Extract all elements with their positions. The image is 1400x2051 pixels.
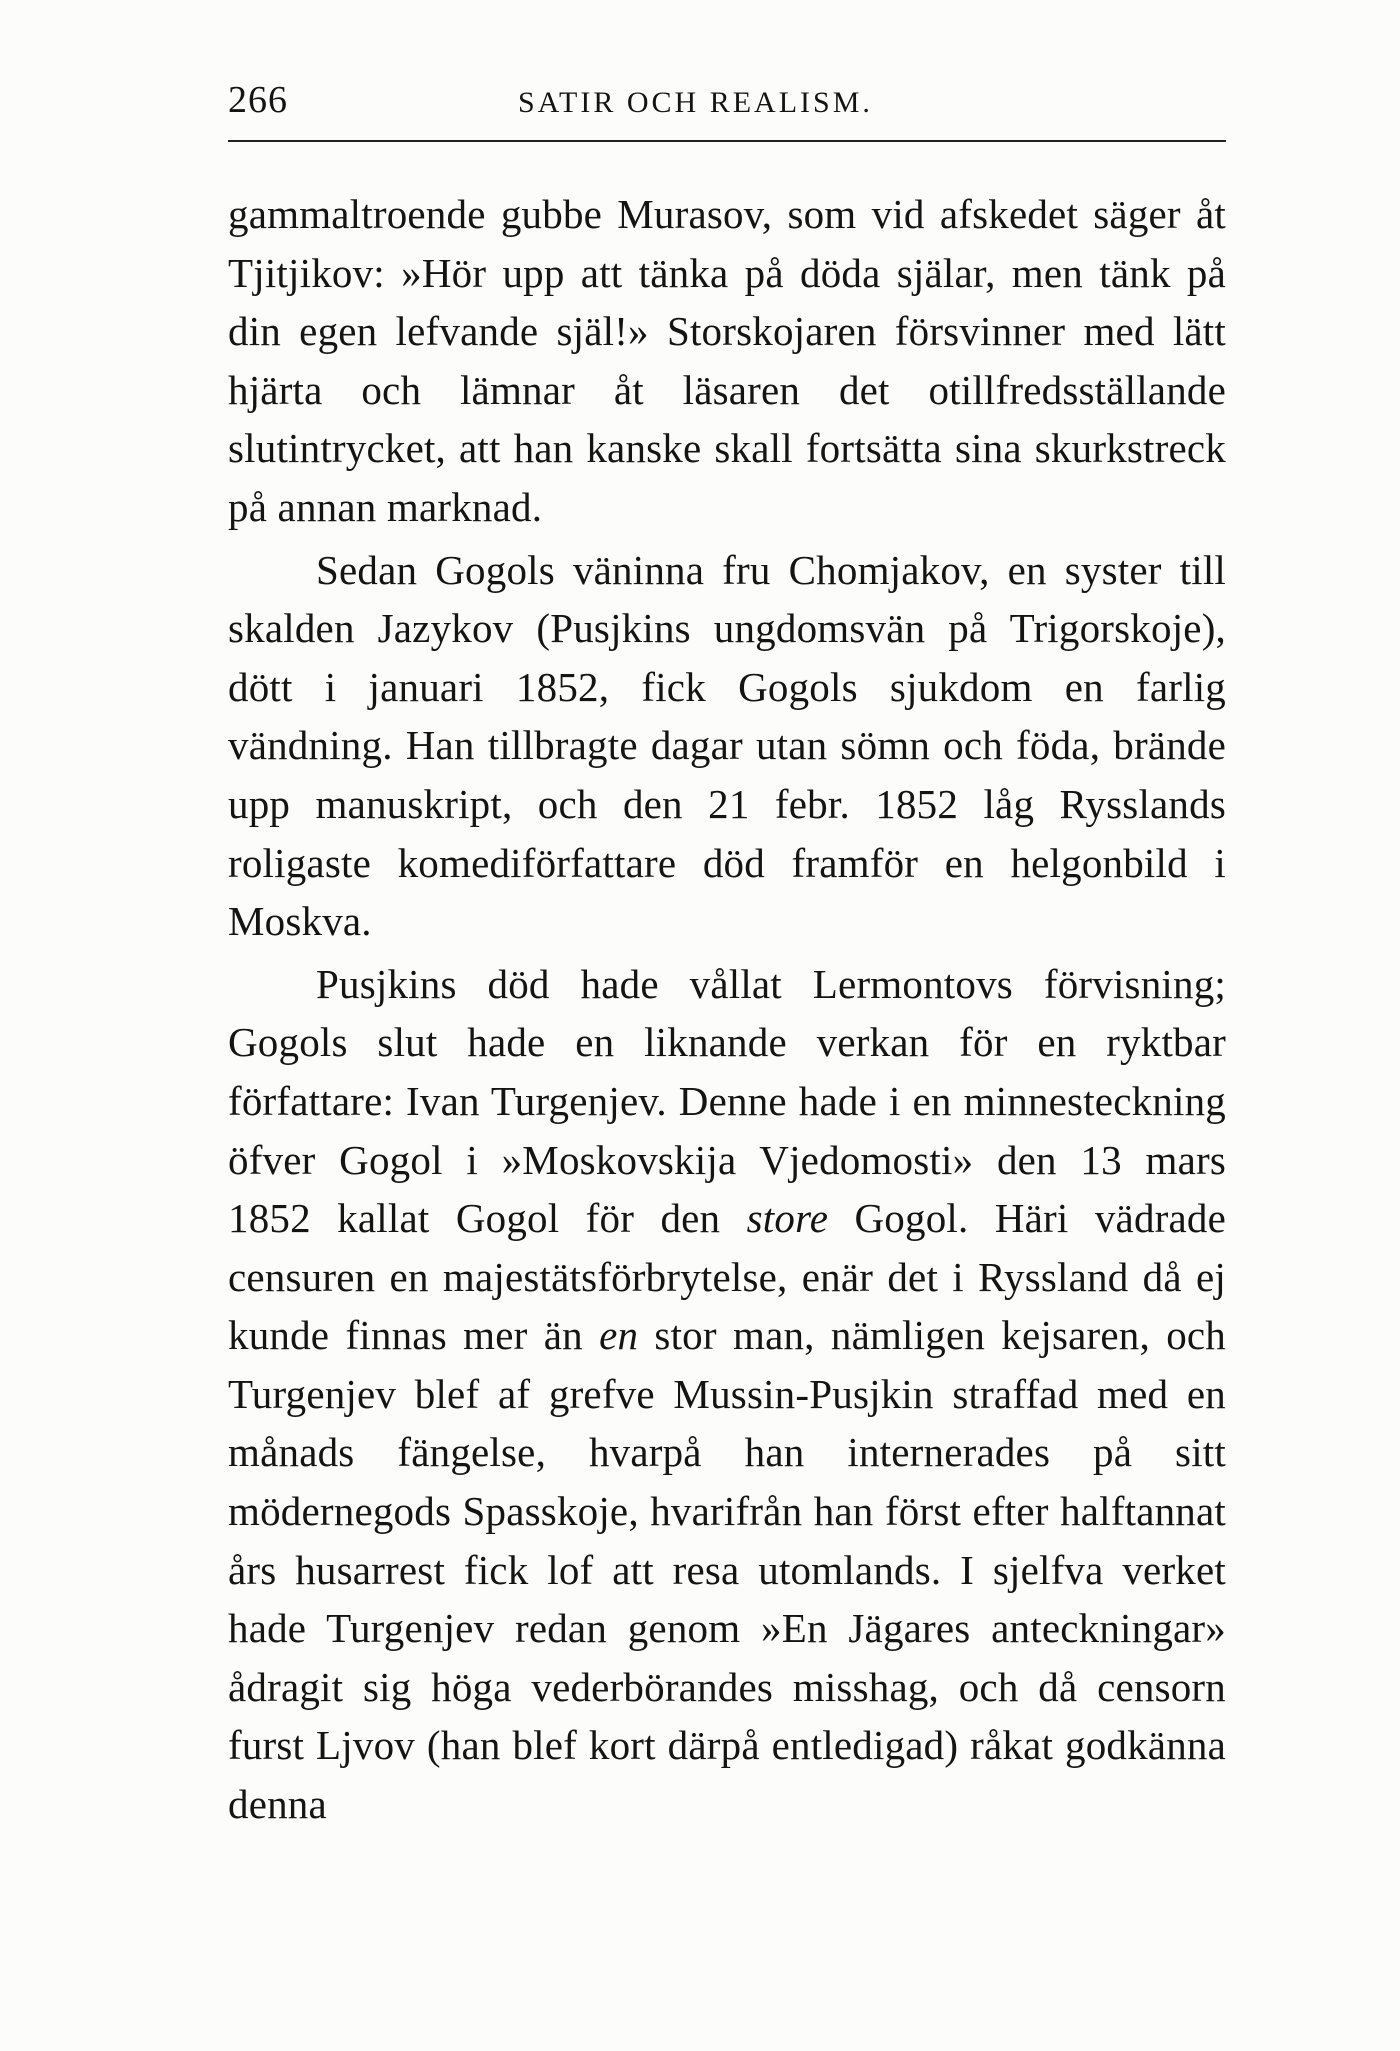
paragraph-3-text-c: stor man, nämligen kejsaren, och Turgenjev blef af grefve Mussin-Pusjkin straffad med en månads fängelse, hvarpå han internerades på sitt mödernegods Spasskoje, hvarifrån han först efter halftannat års husarrest fick lof att resa utomlands. I sjelfva verket hade Turgenjev redan genom »En Jägares anteckningar» ådragit sig höga vederbörandes misshag, och då censorn furst Ljvov (han blef kort därpå entledigad) råkat godkänna denna (228, 1312, 1226, 1828)
emphasis-store: store (746, 1195, 829, 1242)
page-header (228, 78, 1228, 128)
body-text (228, 185, 1226, 1834)
emphasis-en: en (599, 1312, 639, 1359)
paragraph-3-text-b: Gogol. Häri vädrade censuren en majestätsförbrytelse, enär det i Ryssland då ej kunde finnas mer än (228, 1195, 1226, 1359)
page-number: 266 (228, 79, 288, 121)
paragraph-2 (228, 541, 1226, 951)
paragraph-2-text: Sedan Gogols väninna fru Chomjakov, en syster till skalden Jazykov (Pusjkins ungdomsvän på Trigorskoje), dött i januari 1852, fick Gogols sjukdom en farlig vändning. Han tillbragte dagar utan sömn och föda, brände upp manuskript, och den 21 febr. 1852 låg Rysslands roligaste komediförfattare död framför en helgonbild i Moskva. (228, 546, 1226, 945)
paragraph-1-text: gammaltroende gubbe Murasov, som vid afskedet säger åt Tjitjikov: »Hör upp att tänka på döda själar, men tänk på din egen lefvande själ!» Storskojaren försvinner med lätt hjärta och lämnar åt läsaren det otillfredsställande slutintrycket, att han kanske skall fortsätta sina skurkstreck på annan marknad. (228, 191, 1226, 530)
paragraph-3 (228, 955, 1226, 1834)
paragraph-1 (228, 185, 1226, 537)
running-head: SATIR OCH REALISM. (518, 86, 873, 119)
paragraph-3-text-a: Pusjkins död hade vållat Lermontovs förvisning; Gogols slut hade en liknande verkan för en ryktbar författare: Ivan Turgenjev. Denne hade i en minnesteckning öfver Gogol i »Moskovskija Vjedomosti» den 13 mars 1852 kallat Gogol för den (228, 960, 1226, 1242)
header-rule (228, 140, 1226, 142)
